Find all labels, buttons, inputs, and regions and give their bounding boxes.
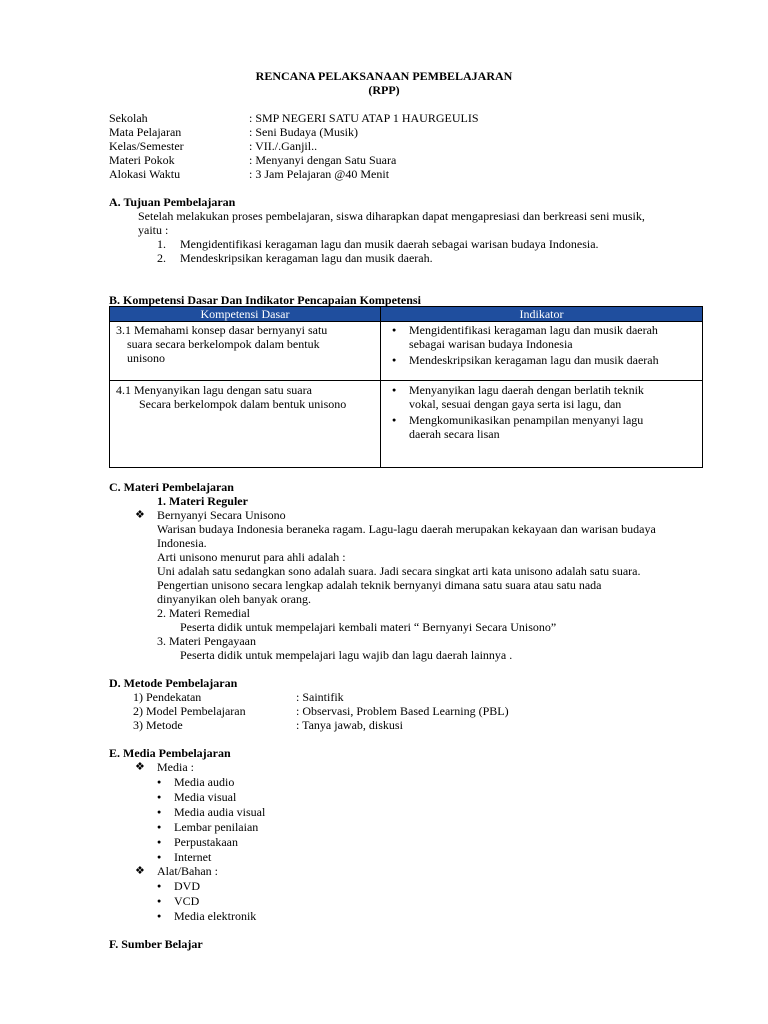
section-b-heading: B. Kompetensi Dasar Dan Indikator Pencapaian Kompetensi [109,293,421,307]
identity-label: Alokasi Waktu [109,167,181,181]
media-item: ● Perpustakaan [174,835,238,849]
identity-value: : 3 Jam Pelajaran @40 Menit [249,167,390,181]
table-header-indikator: Indikator [381,307,703,322]
competency-table [109,306,703,468]
section-a-intro-cont: yaitu : [138,223,169,237]
body-text: Arti unisono menurut para ahli adalah : [157,550,346,564]
identity-value: : SMP NEGERI SATU ATAP 1 HAURGEULIS [249,111,479,125]
body-text: Indonesia. [157,536,207,550]
indikator-line: daerah secara lisan [409,427,500,441]
document-title: RENCANA PELAKSANAAN PEMBELAJARAN [255,69,513,83]
media-item: ● Internet [174,850,211,864]
media-item: ● VCD [174,894,199,908]
media-group-label: ❖ Media : [157,760,194,774]
topic-item: ❖ Bernyanyi Secara Unisono [157,508,286,522]
section-d-heading: D. Metode Pembelajaran [109,676,238,690]
subheading: 3. Materi Pengayaan [157,634,256,648]
kd-line: suara secara berkelompok dalam bentuk [127,337,320,351]
indikator-line: ● Menyanyikan lagu daerah dengan berlatih teknik [409,383,644,397]
list-number: 1. [157,237,166,251]
indikator-line: ● Mengkomunikasikan penampilan menyanyi lagu [409,413,644,427]
indikator-cell [381,322,702,367]
kd-line: Secara berkelompok dalam bentuk unisono [139,397,347,411]
media-group-label: ❖ Alat/Bahan : [157,864,218,878]
kd-line: unisono [127,351,166,365]
media-item: ● Media visual [174,790,236,804]
body-text: Uni adalah satu sedangkan sono adalah suara. Jadi secara singkat arti kata unisono adalah satu suara. [157,564,641,578]
section-a-heading: A. Tujuan Pembelajaran [109,195,236,209]
kd-cell [110,381,380,411]
kd-cell [110,322,380,365]
table-row [110,381,703,468]
section-e-heading: E. Media Pembelajaran [109,746,231,760]
indikator-cell [381,381,702,441]
list-item: Mengidentifikasi keragaman lagu dan musik daerah sebagai warisan budaya Indonesia. [180,237,599,251]
indikator-line: sebagai warisan budaya Indonesia [409,337,573,351]
method-value: : Tanya jawab, diskusi [296,718,403,732]
body-text: dinyanyikan oleh banyak orang. [157,592,311,606]
section-f-heading: F. Sumber Belajar [109,937,203,951]
identity-label: Materi Pokok [109,153,175,167]
body-text: Pengertian unisono secara lengkap adalah teknik bernyanyi dimana satu suara atau satu nada [157,578,602,592]
method-label: 1) Pendekatan [133,690,202,704]
list-item: Mendeskripsikan keragaman lagu dan musik daerah. [180,251,433,265]
identity-value: : VII./.Ganjil.. [249,139,318,153]
document-subtitle: (RPP) [368,83,400,97]
media-item: ● DVD [174,879,200,893]
method-value: : Observasi, Problem Based Learning (PBL) [296,704,509,718]
table-row [110,322,703,381]
indikator-item [409,383,702,411]
table-header-kd: Kompetensi Dasar [110,307,381,322]
identity-value: : Menyanyi dengan Satu Suara [249,153,397,167]
method-label: 3) Metode [133,718,183,732]
section-c-heading: C. Materi Pembelajaran [109,480,234,494]
media-item: ● Media elektronik [174,909,256,923]
media-item: ● Media audia visual [174,805,265,819]
media-item: ● Media audio [174,775,234,789]
indikator-item [409,353,702,367]
indikator-line: ● Mengidentifikasi keragaman lagu dan musik daerah [409,323,658,337]
identity-label: Sekolah [109,111,148,125]
subheading: 2. Materi Remedial [157,606,250,620]
body-text: Warisan budaya Indonesia beraneka ragam. Lagu-lagu daerah merupakan kekayaan dan warisan budaya [157,522,656,536]
indikator-line: vokal, sesuai dengan gaya serta isi lagu, dan [409,397,622,411]
body-text: Peserta didik untuk mempelajari kembali materi “ Bernyanyi Secara Unisono” [180,620,557,634]
method-label: 2) Model Pembelajaran [133,704,246,718]
indikator-item [409,413,702,441]
identity-label: Mata Pelajaran [109,125,182,139]
method-value: : Saintifik [296,690,344,704]
list-number: 2. [157,251,166,265]
kd-line: 4.1 Menyanyikan lagu dengan satu suara [116,383,312,397]
subheading: 1. Materi Reguler [157,494,248,508]
indikator-item [409,323,702,351]
identity-label: Kelas/Semester [109,139,184,153]
media-item: ● Lembar penilaian [174,820,258,834]
section-a-intro: Setelah melakukan proses pembelajaran, siswa diharapkan dapat mengapresiasi dan berkreasi seni musik, [138,209,645,223]
indikator-line: ● Mendeskripsikan keragaman lagu dan musik daerah [409,353,659,367]
identity-value: : Seni Budaya (Musik) [249,125,358,139]
body-text: Peserta didik untuk mempelajari lagu wajib dan lagu daerah lainnya . [180,648,513,662]
kd-line: 3.1 Memahami konsep dasar bernyanyi satu [116,323,328,337]
